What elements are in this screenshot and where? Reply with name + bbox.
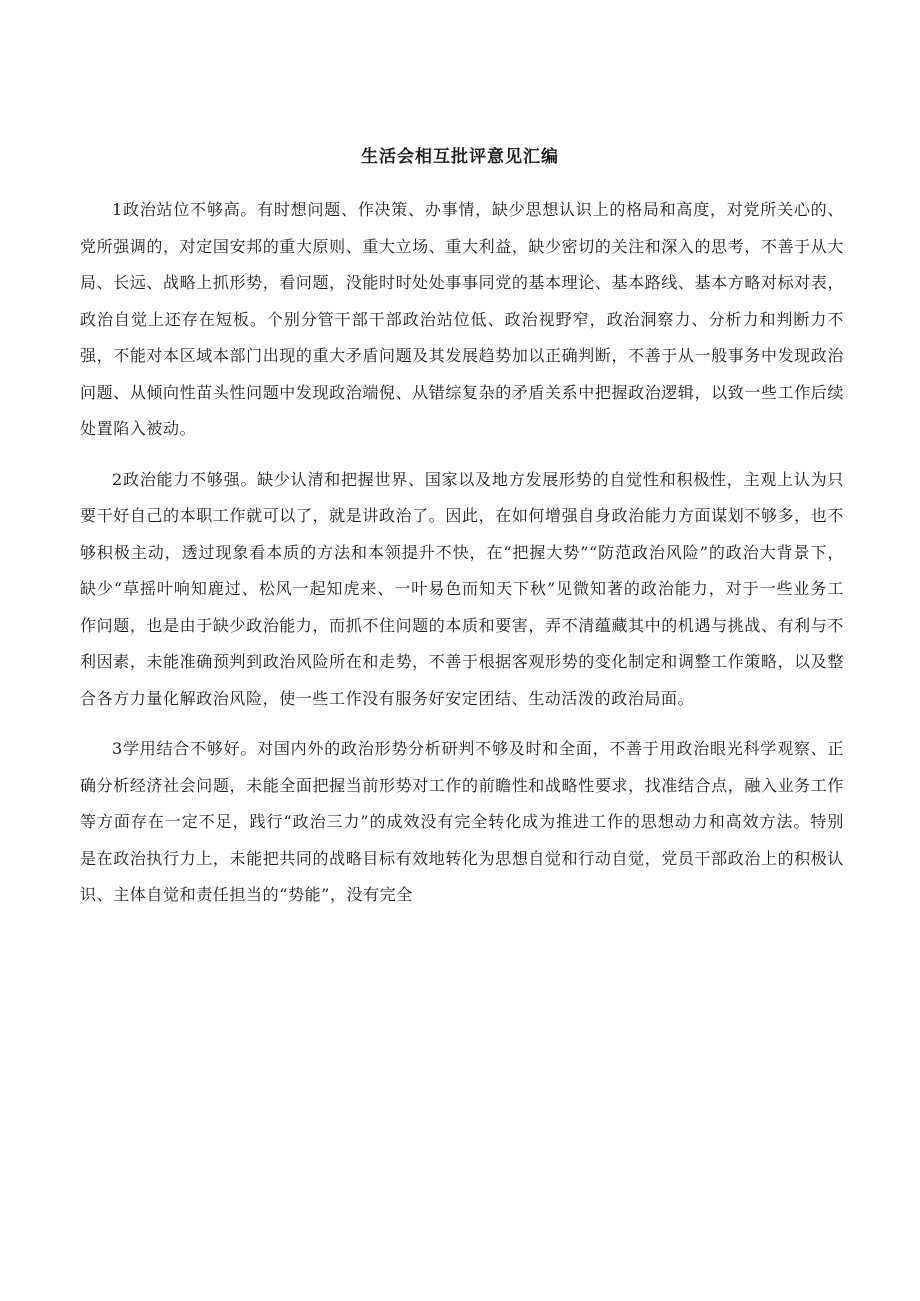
paragraph-learning-application: 3学用结合不够好。对国内外的政治形势分析研判不够及时和全面，不善于用政治眼光科学观察、正确分析经济社会问题，未能全面把握当前形势对工作的前瞻性和战略性要求，找准结合点，融入业务工作等方面存在一定不足，践行“政治三力”的成效没有完全转化成为推进工作的思想动力和高效方法。特别是在政治执行力上，未能把共同的战略目标有效地转化为思想自觉和行动自觉，党员干部政治上的积极认识、主体自觉和责任担当的“势能”，没有完全 (80, 739, 844, 904)
paragraph-political-ability: 2政治能力不够强。缺少认清和把握世界、国家以及地方发展形势的自觉性和积极性，主观上认为只要干好自己的本职工作就可以了，就是讲政治了。因此，在如何增强自身政治能力方面谋划不够多，也不够积极主动，透过现象看本质的方法和本领提升不快，在“把握大势”“防范政治风险”的政治大背景下，缺少“草摇叶响知鹿过、松风一起知虎来、一叶易色而知天下秋”见微知著的政治能力，对于一些业务工作问题，也是由于缺少政治能力，而抓不住问题的本质和要害，弄不清蕴藏其中的机遇与挑战、有利与不利因素，未能准确预判到政治风险所在和走势，不善于根据客观形势的变化制定和调整工作策略，以及整合各方力量化解政治风险，使一些工作没有服务好安定团结、生动活泼的政治局面。 (80, 469, 844, 708)
document-title: 生活会相互批评意见汇编 (361, 147, 559, 167)
paragraph-political-standing: 1政治站位不够高。有时想问题、作决策、办事情，缺少思想认识上的格局和高度，对党所关心的、党所强调的，对定国安邦的重大原则、重大立场、重大利益，缺少密切的关注和深入的思考，不善于从大局、长远、战略上抓形势，看问题，没能时时处处事事同党的基本理论、基本路线、基本方略对标对表，政治自觉上还存在短板。个别分管干部干部政治站位低、政治视野窄，政治洞察力、分析力和判断力不强，不能对本区域本部门出现的重大矛盾问题及其发展趋势加以正确判断，不善于从一般事务中发现政治问题、从倾向性苗头性问题中发现政治端倪、从错综复杂的矛盾关系中把握政治逻辑，以致一些工作后续处置陷入被动。 (80, 200, 844, 438)
document-body (80, 192, 844, 928)
